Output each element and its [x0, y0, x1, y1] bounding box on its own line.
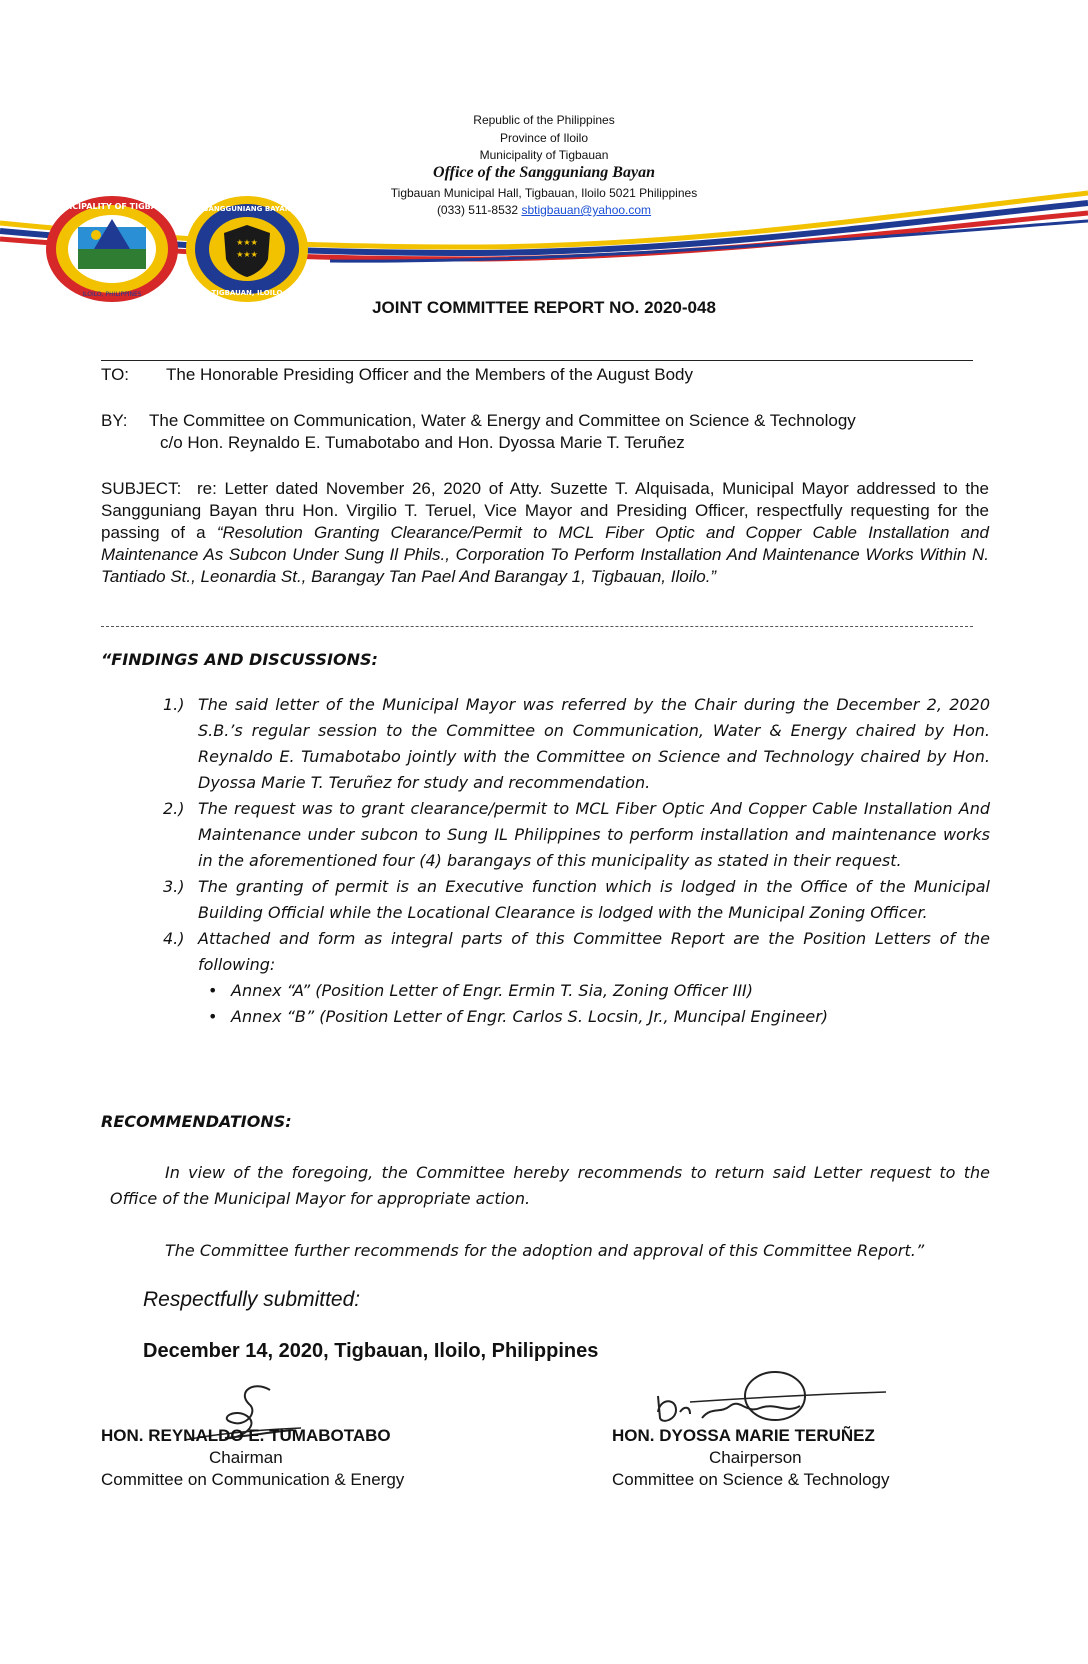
by-line1: The Committee on Communication, Water & Energy and Committee on Science & Technology: [149, 411, 856, 430]
annex-item: • Annex “B” (Position Letter of Engr. Carlos S. Locsin, Jr., Muncipal Engineer): [198, 1004, 990, 1030]
letterhead-province: Province of Iloilo: [499, 131, 589, 145]
letterhead-republic: Republic of the Philippines: [473, 113, 615, 127]
letterhead-email[interactable]: sbtigbauan@yahoo.com: [521, 203, 652, 217]
findings-item: 1.) The said letter of the Municipal Mayor was referred by the Chair during the December 2, 2020 S.B.’s regular session to the Committee on Communication, Water & Energy chaired by Hon. Reynaldo E. Tumabotabo jointly with the Committee on Science and Technology chaired by Hon. Dyossa Marie T. Teruñez for study and recommendation.: [163, 695, 990, 792]
signatory-2-name: HON. DYOSSA MARIE TERUÑEZ: [612, 1426, 875, 1445]
bullet-icon: •: [208, 1007, 218, 1026]
findings-item: 4.) Attached and form as integral parts of this Committee Report are the Position Letters of the following: • Annex “A” (Position Letter of Engr. Ermin T. Sia, Zoning Officer III) • Annex “B” (Position Letter of Engr. Carlos S. Locsin, Jr., Muncipal Engineer): [163, 926, 990, 1030]
signatory-2-committee: Committee on Science & Technology: [612, 1470, 890, 1489]
recommendations-para1: In view of the foregoing, the Committee hereby recommends to return said Letter request to the Office of the Municipal Mayor for appropriate action.: [110, 1163, 990, 1208]
svg-text:SANGGUNIANG BAYAN: SANGGUNIANG BAYAN: [203, 205, 291, 213]
findings-item: 3.) The granting of permit is an Executive function which is lodged in the Office of the Municipal Building Official while the Locational Clearance is lodged with the Municipal Zoning Officer.: [163, 877, 990, 922]
by-label: BY:: [101, 411, 128, 430]
by-line2: c/o Hon. Reynaldo E. Tumabotabo and Hon. Dyossa Marie T. Teruñez: [160, 433, 685, 452]
signature-tumabotabo-icon: [175, 1378, 315, 1458]
subject-label: SUBJECT:: [101, 479, 182, 498]
title-divider: [101, 360, 973, 361]
annex-item: • Annex “A” (Position Letter of Engr. Ermin T. Sia, Zoning Officer III): [198, 978, 990, 1004]
municipality-seal-icon: [44, 195, 180, 303]
signatory-1-committee: Committee on Communication & Energy: [101, 1470, 405, 1489]
signatory-1-role: Chairman: [209, 1448, 283, 1467]
annex-list: [198, 978, 990, 1030]
signatory-1-name: HON. REYNALDO E. TUMABOTABO: [101, 1426, 391, 1445]
sangguniang-bayan-seal-icon: [184, 195, 310, 303]
to-text: The Honorable Presiding Officer and the Members of the August Body: [166, 365, 693, 384]
date-place: December 14, 2020, Tigbauan, Iloilo, Philippines: [143, 1340, 599, 1362]
findings-item: 2.) The request was to grant clearance/permit to MCL Fiber Optic And Copper Cable Installation And Maintenance under subcon to Sung IL Philippines to perform installation and maintenance works in the aforementioned four (4) barangays of this municipality as stated in their request.: [163, 799, 990, 870]
svg-text:★★★: ★★★: [236, 250, 258, 259]
subject-text: [101, 478, 989, 588]
signatory-2-role: Chairperson: [709, 1448, 802, 1467]
svg-text:★★★: ★★★: [236, 238, 258, 247]
letterhead-municipality: Municipality of Tigbauan: [479, 148, 609, 162]
subject-plain: re: Letter dated November 26, 2020 of Atty. Suzette T. Alquisada, Municipal Mayor addressed to the Sangguniang Bayan thru Hon. Virgilio T. Teruel, Vice Mayor and Presiding Officer, respectfully requesting for the passing of a: [101, 479, 989, 542]
subject-italic: “Resolution Granting Clearance/Permit to MCL Fiber Optic and Copper Cable Installation and Maintenance As Subcon Under Sung Il Phils., Corporation To Perform Installation And Maintenance Works Within N. Tantiado St., Leonardia St., Barangay Tan Pael And Barangay 1, Tigbauan, Iloilo.”: [101, 523, 989, 586]
report-title: JOINT COMMITTEE REPORT NO. 2020-048: [372, 298, 716, 317]
findings-list: [163, 692, 990, 1030]
to-label: TO:: [101, 365, 130, 384]
bullet-icon: •: [208, 981, 218, 1000]
recommendations-heading: RECOMMENDATIONS:: [101, 1112, 292, 1131]
svg-text:MUNICIPALITY OF TIGBAUAN: MUNICIPALITY OF TIGBAUAN: [48, 202, 176, 211]
findings-heading: “FINDINGS AND DISCUSSIONS:: [101, 650, 378, 669]
svg-text:TIGBAUAN, ILOILO: TIGBAUAN, ILOILO: [211, 289, 283, 297]
respectfully-submitted: Respectfully submitted:: [143, 1288, 361, 1311]
subject-divider: [101, 626, 973, 627]
recommendations-para2: The Committee further recommends for the adoption and approval of this Committee Report.”: [165, 1241, 925, 1260]
letterhead-office: Office of the Sangguniang Bayan: [433, 164, 655, 181]
letterhead-address: Tigbauan Municipal Hall, Tigbauan, Iloilo 5021 Philippines: [390, 186, 698, 200]
letterhead-phone: (033) 511-8532: [436, 203, 519, 217]
svg-text:ILOILO, PHILIPPINES: ILOILO, PHILIPPINES: [82, 291, 142, 298]
